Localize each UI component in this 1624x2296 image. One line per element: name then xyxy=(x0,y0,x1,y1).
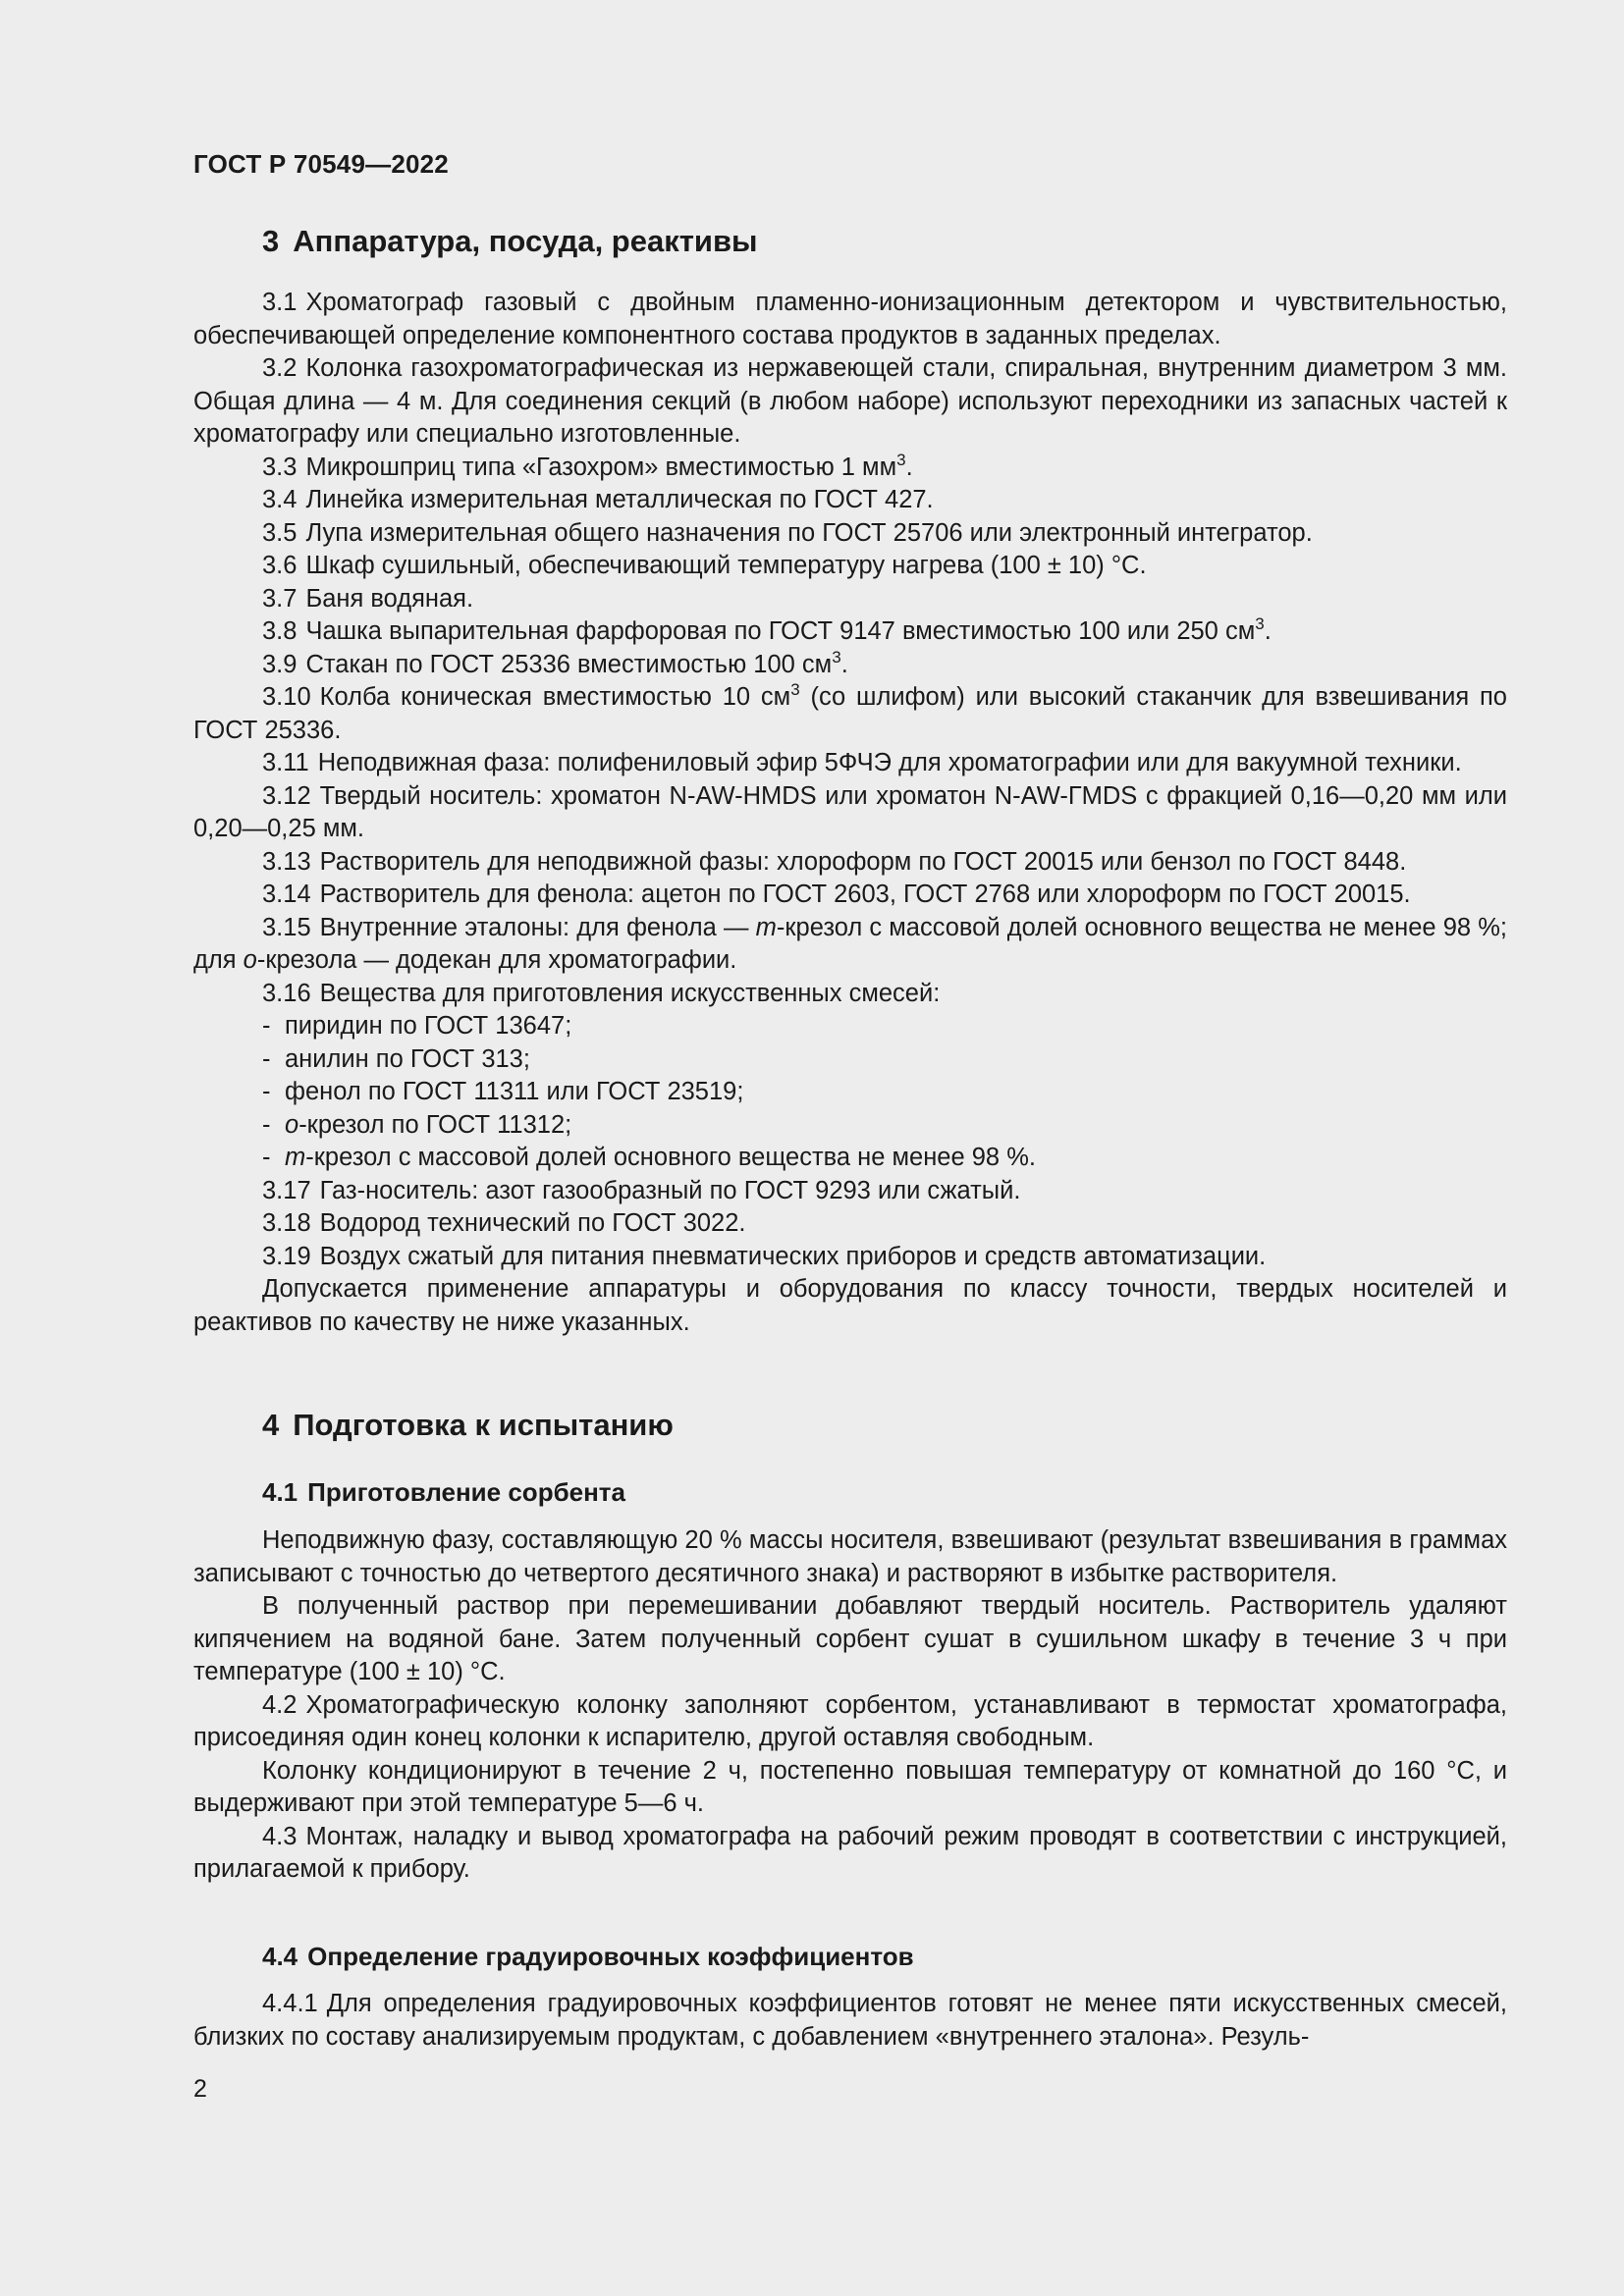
section-number: 3 xyxy=(262,224,280,258)
section-3-note: Допускается применение аппаратуры и оборудования по классу точности, твердых носителей и реактивов по качеству не ниже указанных. xyxy=(193,1275,1507,1336)
item-3-15: 3.15 Внутренние эталоны: для фенола — т-крезол с массовой долей основного вещества не менее 98 %; для о-крезола — додекан для хроматографии. xyxy=(193,913,1507,974)
item-3-17: 3.17 Газ-носитель: азот газообразный по ГОСТ 9293 или сжатый. xyxy=(262,1176,1021,1204)
item-3-4: 3.4 Линейка измерительная металлическая по ГОСТ 427. xyxy=(262,486,934,513)
list-item: - анилин по ГОСТ 313; xyxy=(262,1044,530,1073)
item-3-12: 3.12 Твердый носитель: хроматон N-AW-HMDS или хроматон N-AW-ГMDS с фракцией 0,16—0,20 мм или 0,20—0,25 мм. xyxy=(193,781,1507,842)
item-3-7: 3.7 Баня водяная. xyxy=(262,584,474,613)
paragraph: Неподвижную фазу, составляющую 20 % массы носителя, взвешивают (результат взвешивания в граммах записывают с точностью до четвертого десятичного знака) и растворяют в избытке растворителя. xyxy=(193,1526,1507,1587)
item-3-9: 3.9 Стакан по ГОСТ 25336 вместимостью 100 $см^3$. xyxy=(262,647,848,678)
item-3-14: 3.14 Растворитель для фенола: ацетон по ГОСТ 2603, ГОСТ 2768 или хлороформ по ГОСТ 20015. xyxy=(262,881,1411,908)
list-item: - пиридин по ГОСТ 13647; xyxy=(262,1012,572,1040)
section-4-1-body xyxy=(193,1524,1507,1887)
section-number: 4 xyxy=(262,1408,280,1442)
section-title: Подготовка к испытанию xyxy=(293,1408,674,1442)
paragraph: В полученный раствор при перемешивании добавляют твердый носитель. Растворитель удаляют кипячением на водяной бане. Затем полученный сорбент сушат в сушильном шкафу в течение 3 ч при температуре (100 ± 10) °С. xyxy=(193,1592,1507,1685)
item-3-1: 3.1 Хроматограф газовый с двойным пламенно-ионизационным детектором и чувствительностью, обеспечивающей определение компонентного состава продуктов в заданных пределах. xyxy=(193,289,1507,349)
item-3-11: 3.11 Неподвижная фаза: полифениловый эфир 5ФЧЭ для хроматографии или для вакуумной техники. xyxy=(262,749,1462,776)
section-3-body xyxy=(193,287,1507,1339)
item-3-13: 3.13 Растворитель для неподвижной фазы: хлороформ по ГОСТ 20015 или бензол по ГОСТ 8448. xyxy=(262,847,1407,876)
item-3-5: 3.5 Лупа измерительная общего назначения по ГОСТ 25706 или электронный интегратор. xyxy=(262,518,1313,547)
item-3-2: 3.2 Колонка газохроматографическая из нержавеющей стали, спиральная, внутренним диаметром 3 мм. Общая длина — 4 м. Для соединения секций (в любом наборе) используют переходники из запасных частей к хроматографу или специально изготовленные. xyxy=(193,354,1507,448)
item-3-19: 3.19 Воздух сжатый для питания пневматических приборов и средств автоматизации. xyxy=(262,1242,1267,1270)
item-3-18: 3.18 Водород технический по ГОСТ 3022. xyxy=(262,1209,746,1237)
page-number: 2 xyxy=(193,2075,207,2103)
section-3-heading xyxy=(262,224,758,259)
subsection-4-4-heading: 4.4 Определение градуировочных коэффициентов xyxy=(262,1942,914,1971)
item-3-10: 3.10 Колба коническая вместимостью 10 $см^3$ (со шлифом) или высокий стаканчик для взвешивания по ГОСТ 25336. xyxy=(193,680,1507,744)
item-4-4-1: 4.4.1 Для определения градуировочных коэффициентов готовят не менее пяти искусственных смесей, близких по составу анализируемым продуктам, с добавлением «внутреннего эталона». Резуль- xyxy=(193,1990,1507,2051)
item-3-16: 3.16 Вещества для приготовления искусственных смесей: xyxy=(262,979,941,1007)
section-title: Аппаратура, посуда, реактивы xyxy=(293,224,758,258)
section-4-heading xyxy=(262,1408,674,1443)
list-item: - о-крезол по ГОСТ 11312; xyxy=(262,1110,572,1139)
item-3-3: 3.3 Микрошприц типа «Газохром» вместимостью 1 $мм^3$. xyxy=(262,450,913,481)
item-4-2: 4.2 Хроматографическую колонку заполняют сорбентом, устанавливают в термостат хроматографа, присоединяя один конец колонки к испарителю, другой оставляя свободным. xyxy=(193,1690,1507,1751)
item-3-6: 3.6 Шкаф сушильный, обеспечивающий температуру нагрева (100 ± 10) °С. xyxy=(262,552,1147,579)
list-item: - т-крезол с массовой долей основного вещества не менее 98 %. xyxy=(262,1144,1036,1171)
section-4-4-body xyxy=(193,1988,1507,2054)
list-item: - фенол по ГОСТ 11311 или ГОСТ 23519; xyxy=(262,1078,744,1105)
item-3-8: 3.8 Чашка выпарительная фарфоровая по ГОСТ 9147 вместимостью 100 или 250 $см^3$. xyxy=(262,614,1272,645)
paragraph: Колонку кондиционируют в течение 2 ч, постепенно повышая температуру от комнатной до 160 °С, и выдерживают при этой температуре 5—6 ч. xyxy=(193,1756,1507,1817)
subsection-4-1-heading: 4.1 Приготовление сорбента xyxy=(262,1477,625,1507)
item-4-3: 4.3 Монтаж, наладку и вывод хроматографа на рабочий режим проводят в соответствии с инструкцией, прилагаемой к прибору. xyxy=(193,1822,1507,1883)
document-header: ГОСТ Р 70549—2022 xyxy=(193,149,449,179)
